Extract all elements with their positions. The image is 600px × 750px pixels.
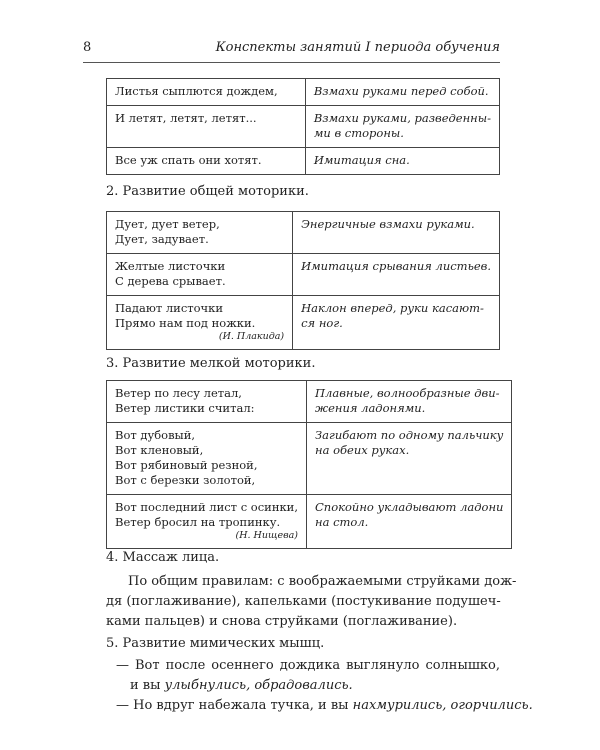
action-cell: Взмахи руками, разведенны- ми в стороны. bbox=[305, 106, 499, 148]
dialogue-line: — Вот после осеннего дождика выглянуло солнышко, bbox=[116, 658, 500, 673]
paragraph-line: По общим правилам: с воображаемыми струйками дож- bbox=[128, 574, 517, 589]
poem-author: (И. Плакида) bbox=[218, 331, 285, 342]
table-row bbox=[107, 381, 512, 423]
action-cell: Взмахи руками перед собой. bbox=[305, 79, 499, 106]
section-4-paragraph bbox=[106, 572, 517, 632]
verse-cell: Падают листочки Прямо нам под ножки. (И. Плакида) bbox=[107, 296, 293, 350]
verse-cell: Листья сыплются дождем, bbox=[107, 79, 306, 106]
dialogue-line: и вы улыбнулись, обрадовались. bbox=[130, 678, 353, 693]
verse-cell: И летят, летят, летят... bbox=[107, 106, 306, 148]
table-row bbox=[107, 495, 512, 549]
exercise-table-3 bbox=[106, 380, 512, 549]
table-row bbox=[107, 148, 500, 175]
table-row bbox=[107, 79, 500, 106]
verse-cell: Ветер по лесу летал, Ветер листики считал: bbox=[107, 381, 307, 423]
page-number: 8 bbox=[83, 40, 92, 55]
exercise-table-2 bbox=[106, 211, 500, 350]
paragraph-line: дя (поглаживание), капельками (постукивание подушеч- bbox=[106, 594, 501, 609]
action-cell: Имитация сна. bbox=[305, 148, 499, 175]
header-rule bbox=[83, 62, 500, 63]
table-row bbox=[107, 106, 500, 148]
action-cell: Энергичные взмахи руками. bbox=[293, 212, 500, 254]
table-row bbox=[107, 423, 512, 495]
action-cell: Наклон вперед, руки касают- ся ног. bbox=[293, 296, 500, 350]
section-5-heading: 5. Развитие мимических мышц. bbox=[106, 636, 325, 651]
page-header bbox=[83, 40, 500, 55]
section-5-paragraph bbox=[106, 656, 533, 716]
action-cell: Имитация срывания листьев. bbox=[293, 254, 500, 296]
section-2-heading: 2. Развитие общей моторики. bbox=[106, 184, 309, 199]
dialogue-line: — Но вдруг набежала тучка, и вы нахмурились, огорчились. bbox=[116, 698, 533, 713]
verse-cell: Вот дубовый, Вот кленовый, Вот рябиновый резной, Вот с березки золотой, bbox=[107, 423, 307, 495]
verse-cell: Дует, дует ветер, Дует, задувает. bbox=[107, 212, 293, 254]
paragraph-line: ками пальцев) и снова струйками (поглаживание). bbox=[106, 614, 458, 629]
verse-cell: Все уж спать они хотят. bbox=[107, 148, 306, 175]
table-row bbox=[107, 254, 500, 296]
action-cell: Загибают по одному пальчику на обеих руках. bbox=[307, 423, 512, 495]
verse-cell: Желтые листочки С дерева срывает. bbox=[107, 254, 293, 296]
action-cell: Спокойно укладывают ладони на стол. bbox=[307, 495, 512, 549]
verse-cell: Вот последний лист с осинки, Ветер бросил на тропинку. (Н. Нищева) bbox=[107, 495, 307, 549]
section-3-heading: 3. Развитие мелкой моторики. bbox=[106, 356, 316, 371]
action-cell: Плавные, волнообразные дви- жения ладонями. bbox=[307, 381, 512, 423]
poem-author: (Н. Нищева) bbox=[235, 530, 298, 541]
exercise-table-1 bbox=[106, 78, 500, 175]
table-row bbox=[107, 212, 500, 254]
table-row bbox=[107, 296, 500, 350]
section-4-heading: 4. Массаж лица. bbox=[106, 550, 220, 565]
running-title: Конспекты занятий I периода обучения bbox=[215, 40, 500, 55]
